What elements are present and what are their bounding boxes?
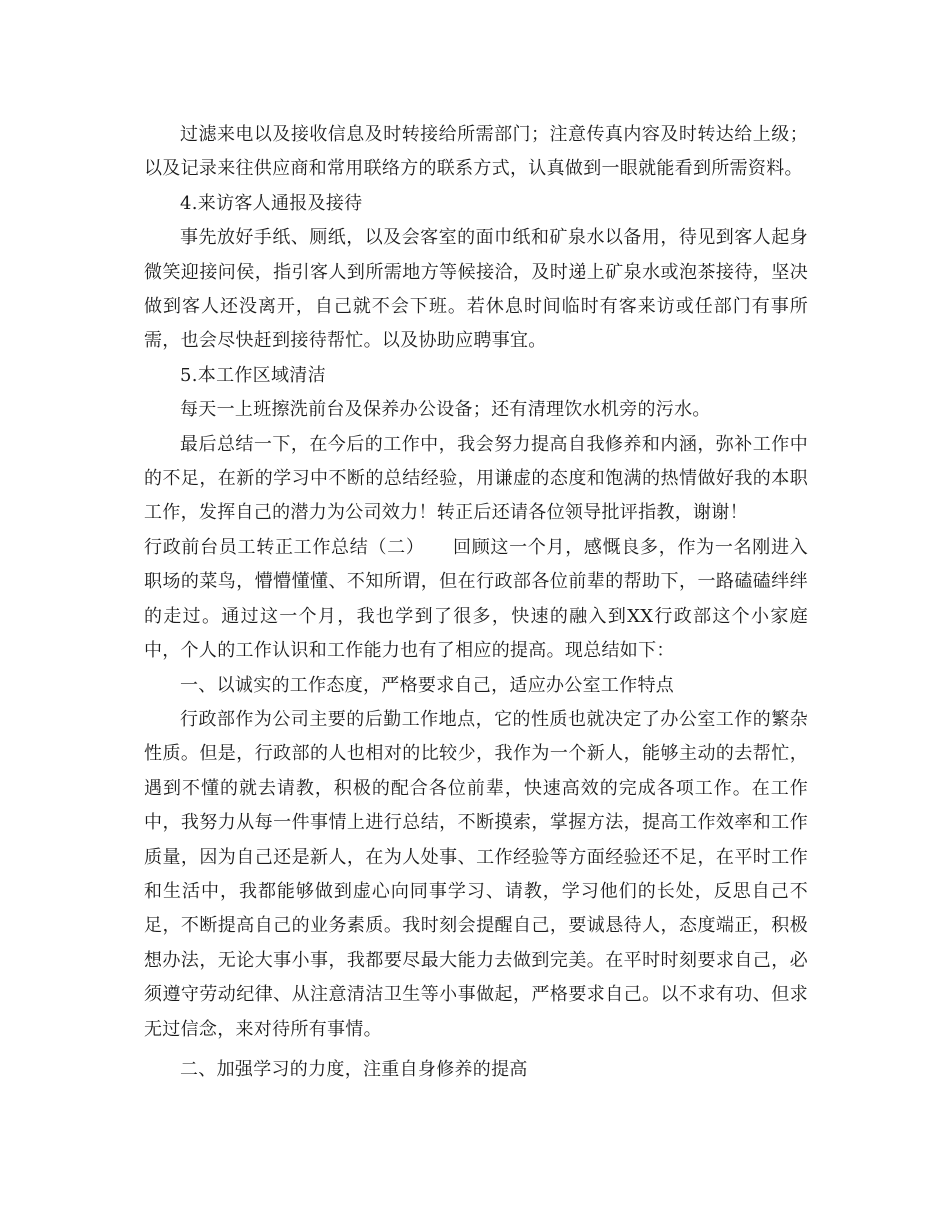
heading-visitor-reception: 4.来访客人通报及接待 — [180, 192, 363, 214]
paragraph-visitor-reception: 事先放好手纸、厕纸，以及会客室的面巾纸和矿泉水以备用，待见到客人起身微笑迎接问侯，指引客人到所需地方等候接洽，及时递上矿泉水或泡茶接待，坚决做到客人还没离开，自己就不会下班。若休息时间临时有客来访或任部门有事所需，也会尽快赶到接待帮忙。以及协助应聘事宜。 — [144, 227, 808, 352]
document-body — [144, 118, 808, 1087]
paragraph-area-cleaning: 每天一上班擦洗前台及保养办公设备；还有清理饮水机旁的污水。 — [180, 399, 711, 421]
paragraph-conclusion: 最后总结一下，在今后的工作中，我会努力提高自我修养和内涵，弥补工作中的不足，在新的学习中不断的总结经验，用谦虚的态度和饱满的热情做好我的本职工作，发挥自己的潜力为公司效力！转正后还请各位领导批评指教，谢谢！ — [144, 433, 808, 524]
paragraph-phone-fax: 过滤来电以及接收信息及时转接给所需部门；注意传真内容及时转达给上级；以及记录来往供应商和常用联络方的联系方式，认真做到一眼就能看到所需资料。 — [144, 124, 808, 180]
heading-area-cleaning: 5.本工作区域清洁 — [180, 364, 326, 386]
paragraph-second-summary-intro: 行政前台员工转正工作总结（二） 回顾这一个月，感慨良多，作为一名刚进入职场的菜鸟，懵懵懂懂、不知所谓，但在行政部各位前辈的帮助下，一路磕磕绊绊的走过。通过这一个月，我也学到了很多，快速的融入到XX行政部这个小家庭中，个人的工作认识和工作能力也有了相应的提高。现总结如下： — [144, 536, 808, 662]
heading-section-two: 二、加强学习的力度，注重自身修养的提高 — [180, 1058, 528, 1080]
paragraph-section-one: 行政部作为公司主要的后勤工作地点，它的性质也就决定了办公室工作的繁杂性质。但是，行政部的人也相对的比较少，我作为一个新人，能够主动的去帮忙，遇到不懂的就去请教，积极的配合各位前辈，快速高效的完成各项工作。在工作中，我努力从每一件事情上进行总结，不断摸索，掌握方法，提高工作效率和工作质量，因为自己还是新人，在为人处事、工作经验等方面经验还不足，在平时工作和生活中，我都能够做到虚心向同事学习、请教，学习他们的长处，反思自己不足，不断提高自己的业务素质。我时刻会提醒自己，要诚恳待人，态度端正，积极想办法，无论大事小事，我都要尽最大能力去做到完美。在平时时刻要求自己，必须遵守劳动纪律、从注意清洁卫生等小事做起，严格要求自己。以不求有功、但求无过信念，来对待所有事情。 — [144, 708, 808, 1040]
heading-section-one: 一、以诚实的工作态度，严格要求自己，适应办公室工作特点 — [180, 674, 675, 696]
